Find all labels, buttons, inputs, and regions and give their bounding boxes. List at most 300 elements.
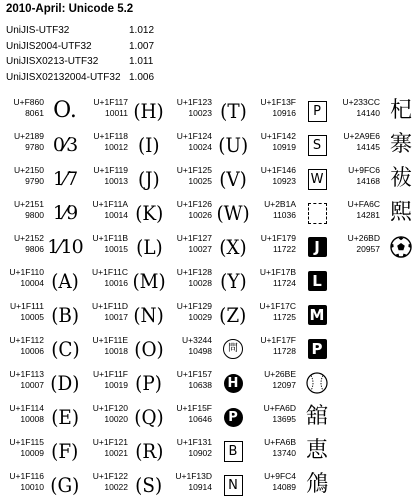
glyph-codes bbox=[168, 471, 212, 493]
glyph-codes bbox=[168, 335, 212, 357]
glyph-char: (J) bbox=[138, 167, 160, 191]
glyph-char: (C) bbox=[50, 337, 80, 361]
glyph-char: 1⁄7 bbox=[52, 167, 78, 190]
glyph-codes bbox=[336, 131, 380, 153]
glyph-char: (N) bbox=[133, 303, 165, 327]
unicode-codepoint: U+1F122 bbox=[92, 471, 128, 481]
glyph-sample bbox=[300, 196, 334, 230]
version-number: 1.007 bbox=[129, 40, 155, 52]
glyph-codes bbox=[168, 233, 212, 255]
glyph-cell bbox=[168, 332, 252, 366]
cid-number: 11725 bbox=[272, 312, 296, 322]
glyph-char: M bbox=[308, 305, 327, 325]
cid-number: 10020 bbox=[104, 414, 128, 424]
glyph-cell bbox=[84, 366, 168, 400]
glyph-sample bbox=[216, 298, 250, 332]
unicode-codepoint: U+1F17F bbox=[260, 335, 296, 345]
unicode-codepoint: U+1F157 bbox=[176, 369, 212, 379]
cid-number: 10498 bbox=[188, 346, 212, 356]
glyph-sample bbox=[216, 332, 250, 366]
cid-number: 10029 bbox=[188, 312, 212, 322]
cid-number: 10018 bbox=[104, 346, 128, 356]
cid-number: 10025 bbox=[188, 176, 212, 186]
glyph-codes bbox=[0, 437, 44, 459]
cid-number: 10004 bbox=[20, 278, 44, 288]
glyph-codes bbox=[0, 471, 44, 493]
cid-number: 8061 bbox=[25, 108, 44, 118]
cid-number: 20957 bbox=[356, 244, 380, 254]
glyph-cell bbox=[0, 128, 84, 162]
unicode-codepoint: U+1F11A bbox=[92, 199, 128, 209]
glyph-cell bbox=[252, 264, 336, 298]
unicode-codepoint: U+9FC4 bbox=[264, 471, 296, 481]
unicode-codepoint: U+1F112 bbox=[9, 335, 44, 345]
glyph-cell bbox=[84, 230, 168, 264]
glyph-sample bbox=[216, 468, 250, 502]
glyph-char: 舘 bbox=[305, 404, 328, 429]
glyph-cell bbox=[168, 400, 252, 434]
glyph-char: P bbox=[224, 408, 243, 427]
unicode-codepoint: U+1F119 bbox=[93, 165, 128, 175]
glyph-sample bbox=[48, 196, 82, 230]
glyph-char: 寨 bbox=[389, 132, 412, 157]
glyph-grid bbox=[0, 94, 418, 500]
cid-number: 14140 bbox=[356, 108, 380, 118]
glyph-cell bbox=[252, 94, 336, 128]
glyph-sample bbox=[48, 332, 82, 366]
glyph-char: (M) bbox=[132, 269, 166, 293]
glyph-codes bbox=[0, 131, 44, 153]
glyph-sample bbox=[216, 230, 250, 264]
glyph-cell bbox=[84, 332, 168, 366]
glyph-char: (H) bbox=[133, 99, 165, 123]
unicode-codepoint: U+1F11C bbox=[92, 267, 128, 277]
glyph-cell bbox=[0, 230, 84, 264]
glyph-sample bbox=[300, 332, 334, 366]
glyph-cell bbox=[84, 298, 168, 332]
glyph-char: (R) bbox=[134, 439, 164, 463]
glyph-cell bbox=[0, 434, 84, 468]
cid-number: 11728 bbox=[272, 346, 296, 356]
glyph-sample bbox=[48, 366, 82, 400]
glyph-codes bbox=[0, 403, 44, 425]
glyph-codes bbox=[336, 165, 380, 187]
unicode-codepoint: U+1F120 bbox=[92, 403, 128, 413]
glyph-codes bbox=[168, 97, 212, 119]
glyph-sample bbox=[48, 434, 82, 468]
version-row bbox=[6, 39, 186, 55]
glyph-cell bbox=[336, 230, 418, 264]
glyph-char: (T) bbox=[219, 99, 247, 123]
unicode-codepoint: U+1F17B bbox=[259, 267, 296, 277]
version-list bbox=[6, 23, 186, 85]
unicode-codepoint: U+2B1A bbox=[264, 199, 296, 209]
glyph-cell bbox=[336, 128, 418, 162]
cid-number: 10013 bbox=[104, 176, 128, 186]
unicode-codepoint: U+1F142 bbox=[260, 131, 296, 141]
unicode-codepoint: U+1F146 bbox=[260, 165, 296, 175]
glyph-codes bbox=[84, 233, 128, 255]
glyph-sample bbox=[132, 264, 166, 298]
glyph-char: (S) bbox=[135, 473, 163, 497]
cid-number: 10011 bbox=[104, 108, 128, 118]
glyph-codes bbox=[84, 403, 128, 425]
cid-number: 13740 bbox=[272, 448, 296, 458]
glyph-char: (B) bbox=[51, 303, 79, 327]
glyph-char: 1⁄9 bbox=[52, 201, 78, 224]
glyph-char: 熙 bbox=[389, 200, 412, 225]
unicode-codepoint: U+26BE bbox=[264, 369, 296, 379]
unicode-codepoint: U+1F123 bbox=[176, 97, 212, 107]
cid-number: 10023 bbox=[188, 108, 212, 118]
cid-number: 10923 bbox=[272, 176, 296, 186]
cid-number: 10007 bbox=[20, 380, 44, 390]
glyph-cell bbox=[0, 468, 84, 502]
cid-number: 10021 bbox=[104, 448, 128, 458]
unicode-codepoint: U+1F116 bbox=[9, 471, 44, 481]
glyph-char: (U) bbox=[218, 133, 248, 157]
glyph-sample bbox=[300, 298, 334, 332]
unicode-codepoint: U+1F110 bbox=[9, 267, 44, 277]
glyph-codes bbox=[0, 267, 44, 289]
glyph-codes bbox=[252, 471, 296, 493]
glyph-sample bbox=[132, 332, 166, 366]
glyph-cell bbox=[336, 162, 418, 196]
glyph-char: (I) bbox=[138, 133, 160, 157]
version-name: UniJIS2004-UTF32 bbox=[6, 40, 92, 52]
unicode-codepoint: U+F860 bbox=[13, 97, 44, 107]
glyph-codes bbox=[0, 301, 44, 323]
glyph-cell bbox=[168, 366, 252, 400]
glyph-codes bbox=[168, 199, 212, 221]
cid-number: 10919 bbox=[272, 142, 296, 152]
glyph-sample bbox=[384, 128, 418, 162]
glyph-codes bbox=[0, 199, 44, 221]
glyph-cell bbox=[168, 94, 252, 128]
glyph-sample bbox=[300, 366, 334, 400]
glyph-cell bbox=[252, 468, 336, 502]
cid-number: 10019 bbox=[104, 380, 128, 390]
glyph-cell bbox=[252, 298, 336, 332]
unicode-codepoint: U+1F179 bbox=[260, 233, 296, 243]
glyph-char: H bbox=[224, 374, 243, 393]
cid-number: 10008 bbox=[20, 414, 44, 424]
glyph-codes bbox=[252, 165, 296, 187]
glyph-char: (Z) bbox=[219, 303, 247, 327]
glyph-cell bbox=[252, 162, 336, 196]
glyph-char: (K) bbox=[134, 201, 164, 225]
glyph-codes bbox=[336, 97, 380, 119]
glyph-codes bbox=[0, 97, 44, 119]
cid-number: 9780 bbox=[25, 142, 44, 152]
cid-number: 10028 bbox=[188, 278, 212, 288]
glyph-cell bbox=[168, 128, 252, 162]
unicode-codepoint: U+1F131 bbox=[176, 437, 212, 447]
cid-number: 10024 bbox=[188, 142, 212, 152]
glyph-char: (Y) bbox=[219, 269, 247, 293]
version-number: 1.011 bbox=[129, 56, 154, 67]
glyph-sample bbox=[300, 400, 334, 434]
unicode-codepoint: U+2189 bbox=[13, 131, 44, 141]
glyph-sample bbox=[132, 468, 166, 502]
cid-number: 9806 bbox=[25, 244, 44, 254]
cid-number: 10027 bbox=[188, 244, 212, 254]
dashed-square-icon bbox=[308, 203, 327, 224]
glyph-cell bbox=[252, 400, 336, 434]
soccer-ball-icon bbox=[390, 236, 412, 258]
unicode-codepoint: U+1F117 bbox=[93, 97, 128, 107]
glyph-char: (V) bbox=[219, 167, 247, 191]
glyph-char: (W) bbox=[216, 201, 250, 225]
cid-number: 14145 bbox=[356, 142, 380, 152]
glyph-cell bbox=[0, 264, 84, 298]
glyph-cell bbox=[252, 434, 336, 468]
glyph-sample bbox=[216, 128, 250, 162]
version-row bbox=[6, 23, 186, 39]
unicode-codepoint: U+1F113 bbox=[9, 369, 44, 379]
cid-number: 10914 bbox=[188, 482, 212, 492]
glyph-cell bbox=[84, 128, 168, 162]
glyph-char: 0⁄3 bbox=[52, 133, 78, 156]
glyph-cell bbox=[0, 400, 84, 434]
glyph-codes bbox=[0, 233, 44, 255]
glyph-codes bbox=[252, 97, 296, 119]
glyph-cell bbox=[336, 196, 418, 230]
glyph-sample bbox=[300, 434, 334, 468]
glyph-char: W bbox=[308, 169, 327, 190]
glyph-codes bbox=[168, 403, 212, 425]
cid-number: 10009 bbox=[20, 448, 44, 458]
unicode-codepoint: U+1F121 bbox=[92, 437, 128, 447]
glyph-char: P bbox=[308, 339, 327, 359]
version-row bbox=[6, 54, 186, 70]
glyph-cell bbox=[252, 332, 336, 366]
unicode-codepoint: U+1F128 bbox=[176, 267, 212, 277]
unicode-codepoint: U+1F127 bbox=[176, 233, 212, 243]
glyph-char: 問 bbox=[223, 339, 243, 359]
unicode-codepoint: U+FA6C bbox=[347, 199, 380, 209]
glyph-cell bbox=[252, 366, 336, 400]
glyph-codes bbox=[252, 301, 296, 323]
glyph-cell bbox=[84, 162, 168, 196]
unicode-codepoint: U+FA6D bbox=[263, 403, 296, 413]
version-number: 1.006 bbox=[129, 71, 155, 83]
glyph-sample bbox=[132, 230, 166, 264]
glyph-cell bbox=[252, 230, 336, 264]
glyph-char: (D) bbox=[50, 371, 80, 395]
glyph-char: 袚 bbox=[389, 166, 412, 191]
glyph-char: 1⁄10 bbox=[47, 235, 83, 258]
glyph-codes bbox=[84, 131, 128, 153]
glyph-codes bbox=[0, 335, 44, 357]
cid-number: 12097 bbox=[272, 380, 296, 390]
unicode-codepoint: U+2A9E6 bbox=[343, 131, 380, 141]
glyph-char: J bbox=[308, 237, 327, 257]
glyph-sample bbox=[132, 400, 166, 434]
glyph-sample bbox=[216, 434, 250, 468]
glyph-cell bbox=[84, 400, 168, 434]
cid-number: 14089 bbox=[272, 482, 296, 492]
glyph-char: (X) bbox=[219, 235, 247, 259]
glyph-codes bbox=[252, 403, 296, 425]
glyph-char: (O) bbox=[134, 337, 164, 361]
glyph-sample bbox=[300, 94, 334, 128]
cid-number: 10017 bbox=[104, 312, 128, 322]
cid-number: 14281 bbox=[356, 210, 380, 220]
glyph-sample bbox=[132, 298, 166, 332]
glyph-codes bbox=[84, 369, 128, 391]
cid-number: 10005 bbox=[20, 312, 44, 322]
glyph-char: (G) bbox=[50, 473, 80, 497]
glyph-codes bbox=[84, 267, 128, 289]
unicode-codepoint: U+1F13D bbox=[175, 471, 212, 481]
glyph-cell bbox=[252, 128, 336, 162]
cid-number: 10015 bbox=[104, 244, 128, 254]
cid-number: 10646 bbox=[188, 414, 212, 424]
glyph-sample bbox=[300, 162, 334, 196]
glyph-sample bbox=[384, 162, 418, 196]
glyph-codes bbox=[252, 335, 296, 357]
glyph-codes bbox=[168, 301, 212, 323]
cid-number: 10012 bbox=[104, 142, 128, 152]
glyph-cell bbox=[336, 94, 418, 128]
glyph-sample bbox=[216, 366, 250, 400]
glyph-char: O. bbox=[53, 98, 77, 123]
glyph-sample bbox=[384, 230, 418, 264]
glyph-codes bbox=[168, 437, 212, 459]
unicode-codepoint: U+1F11F bbox=[92, 369, 128, 379]
unicode-codepoint: U+1F124 bbox=[176, 131, 212, 141]
glyph-char: (Q) bbox=[134, 405, 164, 429]
cid-number: 10638 bbox=[188, 380, 212, 390]
cid-number: 10006 bbox=[20, 346, 44, 356]
unicode-codepoint: U+9FC6 bbox=[348, 165, 380, 175]
unicode-codepoint: U+1F13F bbox=[260, 97, 296, 107]
glyph-sample bbox=[48, 400, 82, 434]
unicode-codepoint: U+1F17C bbox=[259, 301, 296, 311]
glyph-cell bbox=[0, 298, 84, 332]
glyph-sample bbox=[48, 298, 82, 332]
glyph-sample bbox=[216, 196, 250, 230]
glyph-cell bbox=[84, 468, 168, 502]
glyph-cell bbox=[84, 264, 168, 298]
glyph-sample bbox=[132, 162, 166, 196]
cid-number: 9790 bbox=[25, 176, 44, 186]
glyph-codes bbox=[252, 131, 296, 153]
unicode-codepoint: U+1F11B bbox=[92, 233, 128, 243]
glyph-cell bbox=[0, 94, 84, 128]
glyph-sample bbox=[216, 264, 250, 298]
glyph-codes bbox=[336, 199, 380, 221]
cid-number: 14168 bbox=[356, 176, 380, 186]
cid-number: 10010 bbox=[20, 482, 44, 492]
glyph-char: S bbox=[308, 135, 327, 156]
glyph-char: 杞 bbox=[389, 98, 412, 123]
cid-number: 10902 bbox=[188, 448, 212, 458]
unicode-codepoint: U+1F11D bbox=[92, 301, 128, 311]
unicode-codepoint: U+1F125 bbox=[176, 165, 212, 175]
glyph-codes bbox=[168, 131, 212, 153]
glyph-codes bbox=[252, 369, 296, 391]
glyph-sample bbox=[216, 400, 250, 434]
glyph-codes bbox=[252, 199, 296, 221]
cid-number: 10016 bbox=[104, 278, 128, 288]
glyph-codes bbox=[84, 301, 128, 323]
glyph-cell bbox=[84, 434, 168, 468]
glyph-char: B bbox=[224, 441, 243, 462]
glyph-sample bbox=[48, 468, 82, 502]
glyph-sample bbox=[300, 230, 334, 264]
glyph-cell bbox=[0, 162, 84, 196]
cid-number: 10022 bbox=[104, 482, 128, 492]
glyph-codes bbox=[84, 437, 128, 459]
cid-number: 11036 bbox=[272, 210, 296, 220]
glyph-char: 䲸 bbox=[305, 472, 328, 497]
glyph-char: N bbox=[224, 475, 243, 496]
glyph-codes bbox=[168, 165, 212, 187]
glyph-cell bbox=[168, 162, 252, 196]
cid-number: 10014 bbox=[104, 210, 128, 220]
version-number: 1.012 bbox=[129, 25, 155, 36]
unicode-codepoint: U+1F15F bbox=[176, 403, 212, 413]
cid-number: 11724 bbox=[272, 278, 296, 288]
unicode-codepoint: U+1F118 bbox=[93, 131, 128, 141]
glyph-cell bbox=[168, 468, 252, 502]
glyph-char: P bbox=[308, 101, 327, 122]
glyph-codes bbox=[84, 335, 128, 357]
unicode-codepoint: U+1F129 bbox=[176, 301, 212, 311]
unicode-codepoint: U+1F115 bbox=[9, 437, 44, 447]
glyph-sample bbox=[48, 128, 82, 162]
unicode-codepoint: U+2150 bbox=[13, 165, 44, 175]
glyph-sample bbox=[216, 162, 250, 196]
glyph-cell bbox=[0, 332, 84, 366]
glyph-codes bbox=[84, 165, 128, 187]
glyph-char: (E) bbox=[51, 405, 79, 429]
glyph-cell bbox=[168, 434, 252, 468]
page-title: 2010-April: Unicode 5.2 bbox=[6, 3, 134, 15]
glyph-sample bbox=[132, 128, 166, 162]
glyph-cell bbox=[168, 264, 252, 298]
version-name: UniJISX02132004-UTF32 bbox=[6, 71, 121, 83]
glyph-codes bbox=[168, 369, 212, 391]
version-name: UniJISX0213-UTF32 bbox=[6, 56, 99, 67]
glyph-sample bbox=[384, 94, 418, 128]
glyph-sample bbox=[132, 434, 166, 468]
glyph-char: (L) bbox=[135, 235, 163, 259]
glyph-sample bbox=[132, 366, 166, 400]
unicode-codepoint: U+233CC bbox=[342, 97, 380, 107]
glyph-codes bbox=[84, 199, 128, 221]
glyph-char: 恵 bbox=[305, 438, 328, 463]
glyph-codes bbox=[336, 233, 380, 255]
glyph-cell bbox=[168, 196, 252, 230]
glyph-codes bbox=[252, 437, 296, 459]
cid-number: 13695 bbox=[272, 414, 296, 424]
cid-number: 9800 bbox=[25, 210, 44, 220]
glyph-cell bbox=[168, 298, 252, 332]
glyph-codes bbox=[0, 165, 44, 187]
unicode-codepoint: U+1F111 bbox=[10, 301, 44, 311]
glyph-cell bbox=[0, 366, 84, 400]
glyph-sample bbox=[384, 196, 418, 230]
unicode-codepoint: U+26BD bbox=[347, 233, 380, 243]
baseball-icon bbox=[306, 372, 328, 394]
glyph-codes bbox=[84, 97, 128, 119]
glyph-sample bbox=[132, 196, 166, 230]
unicode-codepoint: U+1F11E bbox=[92, 335, 128, 345]
glyph-sample bbox=[48, 94, 82, 128]
